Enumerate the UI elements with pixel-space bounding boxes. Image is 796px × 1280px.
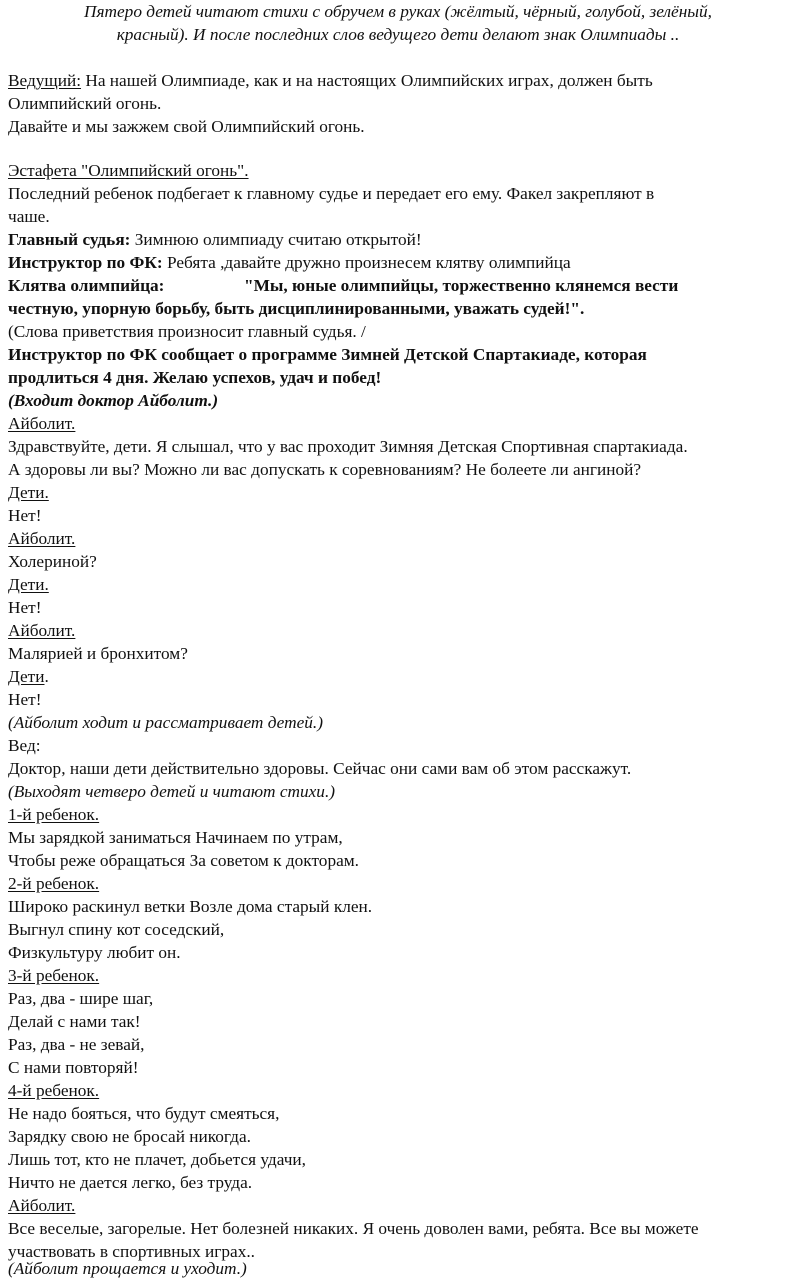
speech-text: Ребята ,давайте дружно произнесем клятву олимпийца bbox=[162, 253, 571, 272]
poem-line: Чтобы реже обращаться За советом к докторам. bbox=[8, 851, 360, 870]
poem-line: Раз, два - не зевай, bbox=[8, 1035, 145, 1054]
paragraph-line: продлиться 4 дня. Желаю успехов, удач и побед! bbox=[8, 368, 382, 387]
speaker-label: 1-й ребенок. bbox=[8, 805, 100, 824]
poem-line: Зарядку свою не бросай никогда. bbox=[8, 1127, 251, 1146]
speaker-label: Дети. bbox=[8, 575, 49, 594]
speech-text: Зимнюю олимпиаду считаю открытой! bbox=[130, 230, 422, 249]
speaker-label: Айболит. bbox=[8, 414, 76, 433]
speaker-label: 4-й ребенок. bbox=[8, 1081, 100, 1100]
poem-line: Широко раскинул ветки Возле дома старый клен. bbox=[8, 897, 373, 916]
speaker-label: 2-й ребенок. bbox=[8, 874, 100, 893]
poem-line: Делай с нами так! bbox=[8, 1012, 141, 1031]
poem-line: Физкультуру любит он. bbox=[8, 943, 181, 962]
paragraph-line: Олимпийский огонь. bbox=[8, 94, 162, 113]
paragraph-line bbox=[8, 251, 796, 274]
speaker-label bbox=[8, 665, 796, 688]
speech-line: Нет! bbox=[8, 506, 42, 525]
speech-line: участвовать в спортивных играх.. bbox=[8, 1242, 255, 1261]
poem-line: Раз, два - шире шаг, bbox=[8, 989, 154, 1008]
stage-direction: (Айболит ходит и рассматривает детей.) bbox=[8, 713, 323, 732]
speaker-label: Инструктор по ФК: bbox=[8, 253, 163, 272]
stage-direction: (Выходят четверо детей и читают стихи.) bbox=[8, 782, 336, 801]
oath-text: "Мы, юные олимпийцы, торжественно клянемся вести bbox=[244, 276, 679, 295]
paragraph-line: Инструктор по ФК сообщает о программе Зимней Детской Спартакиаде, которая bbox=[8, 345, 647, 364]
speech-line: Малярией и бронхитом? bbox=[8, 644, 188, 663]
speaker-label: Главный судья: bbox=[8, 230, 131, 249]
poem-line: Мы зарядкой заниматься Начинаем по утрам, bbox=[8, 828, 343, 847]
speech-line: Все веселые, загорелые. Нет болезней никаких. Я очень доволен вами, ребята. Все вы можете bbox=[8, 1219, 699, 1238]
stage-direction: (Входит доктор Айболит.) bbox=[8, 391, 219, 410]
section-title: Эстафета "Олимпийский огонь". bbox=[8, 161, 249, 180]
intro-line: красный). И после последних слов ведущего дети делают знак Олимпиады .. bbox=[116, 25, 680, 44]
speech-line: А здоровы ли вы? Можно ли вас допускать к соревнованиям? Не болеете ли ангиной? bbox=[8, 460, 642, 479]
paragraph-line: чаше. bbox=[8, 207, 50, 226]
paragraph-line: (Слова приветствия произносит главный судья. / bbox=[8, 322, 366, 341]
poem-line: Выгнул спину кот соседский, bbox=[8, 920, 225, 939]
intro-line: Пятеро детей читают стихи с обручем в руках (жёлтый, чёрный, голубой, зелёный, bbox=[84, 2, 712, 21]
paragraph-line bbox=[8, 274, 796, 297]
speaker-label: Ведущий: bbox=[8, 71, 82, 90]
speaker-name: Дети bbox=[8, 667, 45, 686]
poem-line: Не надо бояться, что будут смеяться, bbox=[8, 1104, 280, 1123]
stage-direction: (Айболит прощается и уходит.) bbox=[8, 1259, 247, 1278]
speaker-label: 3-й ребенок. bbox=[8, 966, 100, 985]
speech-line: Нет! bbox=[8, 598, 42, 617]
speaker-dot: . bbox=[44, 667, 49, 686]
paragraph-line bbox=[8, 69, 796, 92]
poem-line: Лишь тот, кто не плачет, добьется удачи, bbox=[8, 1150, 306, 1169]
speech-line: Холериной? bbox=[8, 552, 97, 571]
speaker-label: Вед: bbox=[8, 736, 41, 755]
paragraph-line: Последний ребенок подбегает к главному судье и передает его ему. Факел закрепляют в bbox=[8, 184, 655, 203]
speaker-label: Айболит. bbox=[8, 621, 76, 640]
speech-line: Здравствуйте, дети. Я слышал, что у вас проходит Зимняя Детская Спортивная спартакиада. bbox=[8, 437, 688, 456]
speaker-label: Айболит. bbox=[8, 529, 76, 548]
speech-line: Нет! bbox=[8, 690, 42, 709]
speech-text: На нашей Олимпиаде, как и на настоящих Олимпийских играх, должен быть bbox=[81, 71, 653, 90]
speaker-label: Дети. bbox=[8, 483, 49, 502]
speaker-label: Айболит. bbox=[8, 1196, 76, 1215]
paragraph-line: честную, упорную борьбу, быть дисциплинированными, уважать судей!". bbox=[8, 299, 585, 318]
speech-line: Доктор, наши дети действительно здоровы. Сейчас они сами вам об этом расскажут. bbox=[8, 759, 632, 778]
speaker-label: Клятва олимпийца: bbox=[8, 276, 165, 295]
poem-line: Ничто не дается легко, без труда. bbox=[8, 1173, 253, 1192]
paragraph-line: Давайте и мы зажжем свой Олимпийский огонь. bbox=[8, 117, 365, 136]
paragraph-line bbox=[8, 228, 796, 251]
poem-line: С нами повторяй! bbox=[8, 1058, 139, 1077]
